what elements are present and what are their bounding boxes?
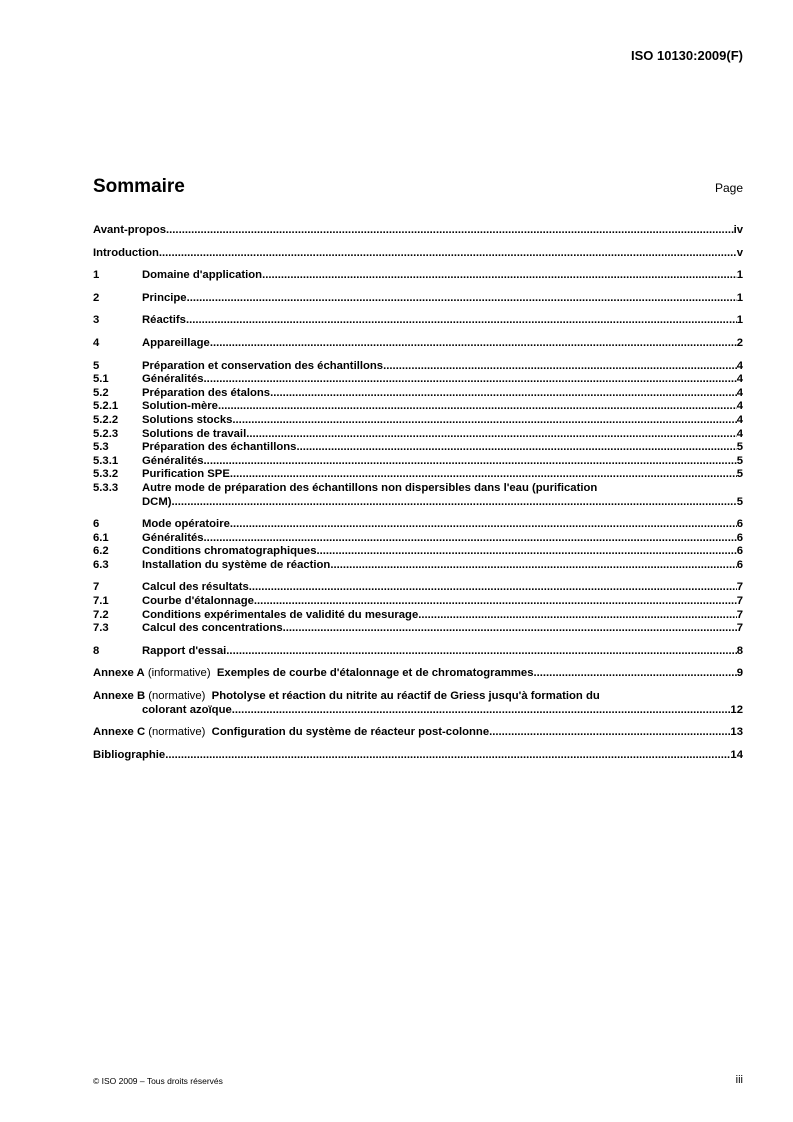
toc-entry-number: 5.2.1 (93, 400, 119, 413)
toc-entry-text: Réactifs (142, 314, 186, 327)
toc-entry-page: 6 (736, 531, 743, 544)
toc-entry-text: Calcul des résultats (142, 581, 249, 594)
dot-leader (187, 292, 737, 306)
toc-entry-page: 8 (736, 644, 743, 657)
toc-entry-text: Introduction (93, 246, 159, 259)
toc-entry-avant-propos[interactable] (93, 224, 743, 238)
toc-entry-text: Exemples de courbe d'étalonnage et de chromatogrammes (216, 667, 534, 680)
toc-entry-5-2-3[interactable] (93, 428, 743, 442)
toc-entry-text: Solutions de travail (142, 427, 247, 440)
toc-entry-text: Préparation des échantillons (142, 441, 297, 454)
toc-entry-annexe-a[interactable] (93, 667, 743, 681)
toc-entry-text: Généralités (142, 531, 204, 544)
dot-leader (418, 609, 736, 623)
toc-entry-5-3[interactable] (93, 441, 743, 455)
dot-leader (283, 622, 737, 636)
toc-entry-number: 5.1 (93, 373, 109, 386)
toc-entry-5-3-2[interactable] (93, 468, 743, 482)
toc-entry-page: 14 (730, 748, 743, 761)
toc-entry-text: Autre mode de préparation des échantillons non dispersibles dans l'eau (purification (142, 481, 598, 494)
toc-entry-text: Généralités (142, 373, 204, 386)
toc-entry-8[interactable] (93, 645, 743, 659)
toc-entry-page: 5 (736, 441, 743, 454)
toc-entry-number: 5.3 (93, 441, 109, 454)
toc-entry-number: 5.2 (93, 386, 109, 399)
toc-entry-6-3[interactable] (93, 559, 743, 573)
dot-leader (204, 373, 737, 387)
toc-entry-page: 9 (736, 667, 743, 680)
toc-entry-number: 5.2.3 (93, 427, 119, 440)
toc-entry-number: 7.1 (93, 595, 109, 608)
toc-entry-6[interactable] (93, 518, 743, 532)
toc-entry-7-1[interactable] (93, 595, 743, 609)
dot-leader (166, 224, 734, 238)
dot-leader (232, 704, 731, 718)
dot-leader (210, 337, 737, 351)
toc-entry-number: 7 (93, 581, 100, 594)
page-title: Sommaire (93, 176, 185, 197)
toc-entry-5-2[interactable] (93, 387, 743, 401)
toc-entry-page: 6 (736, 518, 743, 531)
toc-entry-5-3-3[interactable] (93, 482, 743, 509)
dot-leader (230, 468, 737, 482)
toc-entry-annexe-c[interactable] (93, 726, 743, 740)
toc-entry-page: 7 (736, 622, 743, 635)
toc-entry-number: 5.3.2 (93, 468, 119, 481)
toc-entry-text: Préparation des étalons (142, 386, 271, 399)
toc-entry-page: 1 (736, 314, 743, 327)
dot-leader (165, 749, 730, 763)
dot-leader (204, 532, 737, 546)
toc-entry-text: Rapport d'essai (142, 644, 227, 657)
toc-entry-2[interactable] (93, 292, 743, 306)
toc-entry-7-3[interactable] (93, 622, 743, 636)
toc-entry-text: Calcul des concentrations (142, 622, 283, 635)
toc-entry-text: Généralités (142, 454, 204, 467)
toc-entry-text: Configuration du système de réacteur post-colonne (211, 726, 490, 739)
toc-entry-5-3-1[interactable] (93, 455, 743, 469)
toc-entry-number: 7.3 (93, 622, 109, 635)
dot-leader (249, 581, 737, 595)
toc-entry-text: Photolyse et réaction du nitrite au réactif de Griess jusqu'à formation du (211, 690, 600, 703)
dot-leader (316, 545, 736, 559)
toc-entry-number: 5.3.1 (93, 454, 119, 467)
dot-leader (204, 455, 737, 469)
toc-entry-page: 7 (736, 595, 743, 608)
toc-entry-3[interactable] (93, 314, 743, 328)
toc-entry-text: Conditions chromatographiques (142, 545, 317, 558)
page-column-label: Page (714, 181, 743, 195)
toc-entry-page: 1 (736, 269, 743, 282)
annex-label: Annexe B (93, 690, 146, 703)
toc-entry-number: 7.2 (93, 608, 109, 621)
toc-entry-page: 1 (736, 291, 743, 304)
toc-entry-page: v (736, 246, 743, 259)
dot-leader (296, 441, 736, 455)
toc-entry-number: 3 (93, 314, 100, 327)
toc-entry-6-2[interactable] (93, 545, 743, 559)
toc-entry-text: Appareillage (142, 336, 210, 349)
toc-entry-page: 6 (736, 558, 743, 571)
toc-entry-page: 4 (736, 427, 743, 440)
toc-entry-7-2[interactable] (93, 609, 743, 623)
toc-entry-number: 6.1 (93, 531, 109, 544)
toc-entry-text: Courbe d'étalonnage (142, 595, 254, 608)
toc-entry-page: iv (733, 224, 743, 236)
toc-entry-5-2-2[interactable] (93, 414, 743, 428)
toc-entry-annexe-b[interactable] (93, 690, 743, 717)
page-number: iii (735, 1074, 743, 1086)
toc-entry-page: 5 (736, 454, 743, 467)
toc-entry-text-continued: colorant azoïque (142, 703, 232, 716)
toc-entry-number: 8 (93, 644, 100, 657)
toc-entry-page: 4 (736, 400, 743, 413)
document-id: ISO 10130:2009(F) (630, 48, 743, 63)
toc-entry-text: Installation du système de réaction (142, 558, 331, 571)
toc-entry-number: 6 (93, 518, 100, 531)
dot-leader (230, 518, 737, 532)
toc-entry-number: 6.3 (93, 558, 109, 571)
toc-entry-text-continued: DCM) (142, 495, 172, 508)
toc-entry-number: 2 (93, 291, 100, 304)
toc-entry-page: 13 (730, 726, 743, 739)
toc-entry-number: 5 (93, 359, 100, 372)
toc-entry-5-1[interactable] (93, 373, 743, 387)
dot-leader (254, 595, 737, 609)
copyright-notice: © ISO 2009 – Tous droits réservés (93, 1076, 223, 1086)
toc-entry-5-2-1[interactable] (93, 400, 743, 414)
toc-entry-text: Solutions stocks (142, 413, 233, 426)
annex-label: Annexe C (93, 726, 146, 739)
toc-entry-page: 7 (736, 581, 743, 594)
toc-entry-text: Conditions expérimentales de validité du mesurage (142, 608, 419, 621)
dot-leader (383, 360, 737, 374)
dot-leader (232, 414, 736, 428)
annex-kind: (normative) (148, 690, 206, 703)
dot-leader (172, 496, 737, 510)
dot-leader (330, 559, 736, 573)
toc-entry-1[interactable] (93, 269, 743, 283)
annex-kind: (normative) (148, 726, 206, 739)
toc-entry-page: 4 (736, 373, 743, 386)
toc-entry-number: 1 (93, 269, 100, 282)
toc-entry-page: 6 (736, 545, 743, 558)
toc-entry-number: 5.3.3 (93, 481, 119, 494)
table-of-contents (93, 224, 743, 762)
toc-entry-text: Purification SPE (142, 468, 230, 481)
toc-entry-page: 4 (736, 359, 743, 372)
toc-entry-introduction[interactable] (93, 247, 743, 261)
dot-leader (186, 314, 737, 328)
dot-leader (226, 645, 736, 659)
toc-entry-page: 12 (730, 703, 743, 716)
toc-entry-text: Solution-mère (142, 400, 218, 413)
toc-entry-bibliographie[interactable] (93, 749, 743, 763)
dot-leader (262, 269, 737, 283)
toc-entry-text: Préparation et conservation des échantillons (142, 359, 384, 372)
toc-entry-page: 4 (736, 386, 743, 399)
toc-entry-text: Bibliographie (93, 748, 166, 761)
toc-entry-page: 4 (736, 413, 743, 426)
dot-leader (218, 400, 737, 414)
annex-kind: (informative) (147, 667, 211, 680)
toc-entry-page: 5 (736, 495, 743, 508)
toc-entry-4[interactable] (93, 337, 743, 351)
dot-leader (270, 387, 737, 401)
toc-entry-page: 2 (736, 336, 743, 349)
toc-entry-text: Domaine d'application (142, 269, 263, 282)
dot-leader (246, 428, 736, 442)
toc-entry-page: 5 (736, 468, 743, 481)
annex-label: Annexe A (93, 667, 145, 680)
toc-entry-page: 7 (736, 608, 743, 621)
toc-entry-number: 4 (93, 336, 100, 349)
dot-leader (533, 667, 736, 681)
toc-entry-5[interactable] (93, 360, 743, 374)
dot-leader (159, 247, 737, 261)
toc-entry-text: Mode opératoire (142, 518, 230, 531)
dot-leader (489, 726, 730, 740)
toc-entry-7[interactable] (93, 581, 743, 595)
toc-entry-text: Avant-propos (93, 224, 167, 236)
toc-entry-number: 5.2.2 (93, 413, 119, 426)
toc-entry-6-1[interactable] (93, 532, 743, 546)
toc-entry-text: Principe (142, 291, 187, 304)
toc-entry-number: 6.2 (93, 545, 109, 558)
